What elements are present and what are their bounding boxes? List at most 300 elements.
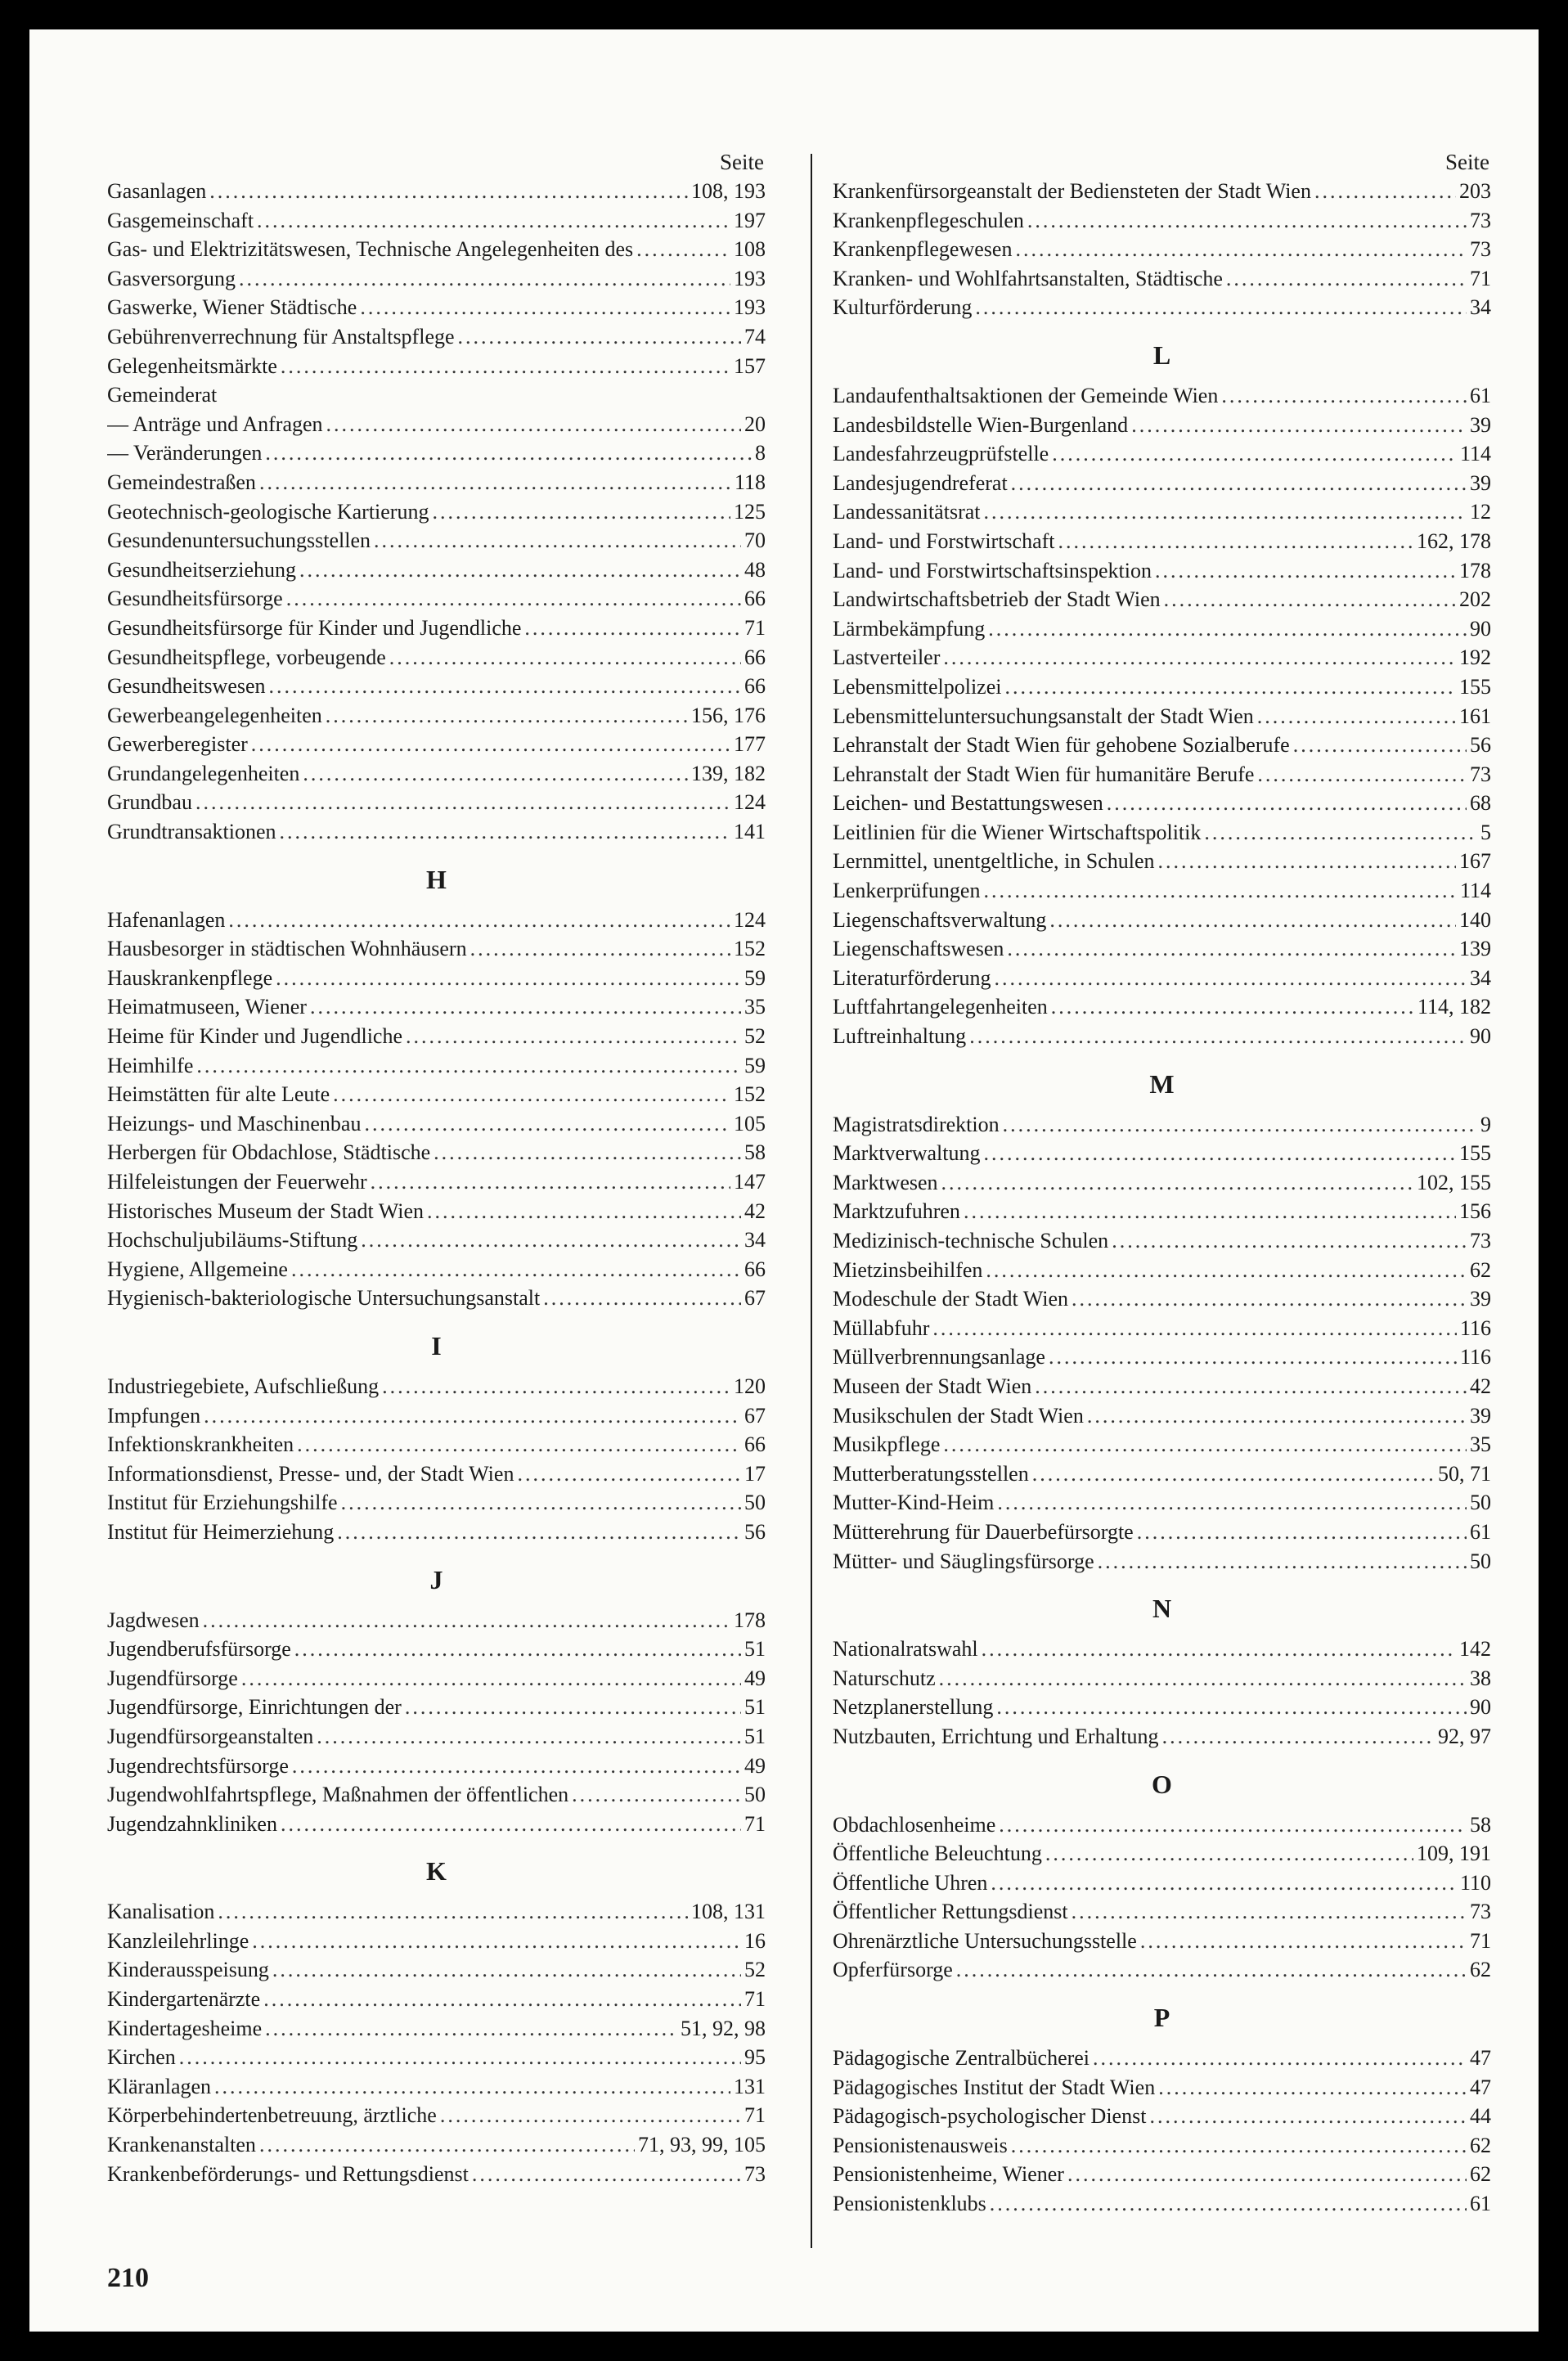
index-page-ref: 108, 131 — [691, 1900, 766, 1924]
index-page-ref: 49 — [744, 1753, 766, 1778]
index-entry — [107, 438, 766, 468]
index-term: Mutter-Kind-Heim — [833, 1491, 995, 1515]
index-entry — [833, 264, 1491, 294]
index-term: Hygiene, Allgemeine — [107, 1257, 288, 1281]
index-term: Museen der Stadt Wien — [833, 1374, 1032, 1398]
index-page-ref: 157 — [734, 353, 766, 378]
index-entry — [107, 701, 766, 731]
index-page-ref: 90 — [1470, 1695, 1491, 1720]
dot-leader — [218, 1897, 688, 1927]
index-page-ref: 66 — [744, 1257, 766, 1281]
dot-leader — [941, 1168, 1413, 1198]
index-entry — [107, 526, 766, 555]
dot-leader — [241, 1664, 741, 1693]
index-term: Körperbehindertenbetreuung, ärztliche — [107, 2103, 437, 2128]
dot-leader — [470, 934, 730, 964]
index-term: Lebensmitteluntersuchungsanstalt der Stadt Wien — [833, 704, 1254, 728]
section-letter: M — [1149, 1068, 1175, 1099]
dot-leader — [975, 293, 1467, 322]
index-entry — [107, 1022, 766, 1051]
dot-leader — [1027, 206, 1467, 236]
dot-leader — [1098, 1547, 1467, 1576]
index-term: Marktwesen — [833, 1170, 938, 1194]
column-header-seite: Seite — [1445, 150, 1489, 174]
index-entry — [107, 964, 766, 993]
index-page-ref: 70 — [744, 528, 766, 553]
dot-leader — [297, 1430, 741, 1459]
index-entry — [833, 964, 1491, 993]
index-term: Lenkerprüfungen — [833, 879, 981, 903]
dot-leader — [1140, 1927, 1467, 1956]
dot-leader — [434, 1138, 741, 1167]
index-page-ref: 62 — [1470, 1257, 1491, 1282]
dot-leader — [1112, 1226, 1467, 1256]
index-page-ref: 67 — [744, 1403, 766, 1428]
index-entry — [107, 2043, 766, 2072]
index-entry — [107, 1167, 766, 1197]
index-entry — [833, 760, 1491, 789]
dot-leader — [1005, 672, 1457, 702]
index-term: Luftreinhaltung — [833, 1024, 967, 1049]
dot-leader — [310, 992, 741, 1022]
index-page-ref: 62 — [1470, 2133, 1491, 2157]
dot-leader — [517, 1459, 741, 1489]
index-term: Nationalratswahl — [833, 1637, 978, 1662]
index-term: Pensionistenheime, Wiener — [833, 2162, 1064, 2187]
index-term: Heizungs- und Maschinenbau — [107, 1111, 362, 1136]
index-entry — [833, 1839, 1491, 1869]
index-term: Kanalisation — [107, 1900, 215, 1924]
index-page-ref: 193 — [734, 266, 766, 290]
index-page-ref: 51, 92, 98 — [681, 2016, 766, 2040]
index-entry — [107, 2160, 766, 2189]
index-term: Landwirtschaftsbetrieb der Stadt Wien — [833, 587, 1161, 612]
dot-leader — [252, 1927, 741, 1956]
index-entry — [833, 1664, 1491, 1693]
index-page-ref: 39 — [1470, 1403, 1491, 1428]
section-letter: O — [1152, 1769, 1172, 1799]
index-term: Krankenpflegewesen — [833, 237, 1013, 262]
dot-leader — [472, 2160, 741, 2189]
index-entry — [833, 847, 1491, 876]
index-page-ref: 42 — [1470, 1374, 1491, 1398]
index-term: Hygienisch-bakteriologische Untersuchungsanstalt — [107, 1286, 541, 1311]
index-page-ref: 71 — [744, 2103, 766, 2128]
index-term: Gasversorgung — [107, 266, 236, 290]
index-page-ref: 131 — [734, 2074, 766, 2098]
column-divider — [811, 154, 812, 2248]
index-entry — [833, 1810, 1491, 1840]
dot-leader — [1052, 439, 1457, 469]
index-page-ref: 35 — [744, 995, 766, 1019]
index-entry — [107, 672, 766, 701]
index-entry — [107, 206, 766, 236]
dot-leader — [292, 1752, 741, 1781]
dot-leader — [228, 906, 730, 935]
index-page-ref: 167 — [1459, 849, 1491, 874]
index-term: Kirchen — [107, 2045, 176, 2070]
index-entry — [833, 643, 1491, 672]
index-term: Herbergen für Obdachlose, Städtische — [107, 1140, 431, 1165]
index-page-ref: 50 — [1470, 1491, 1491, 1515]
index-term: Mütter- und Säuglingsfürsorge — [833, 1549, 1094, 1573]
index-page-ref: 66 — [744, 1432, 766, 1457]
index-term: Landesjugendreferat — [833, 470, 1008, 495]
index-page-ref: 58 — [744, 1140, 766, 1165]
index-entry — [833, 1955, 1491, 1985]
index-term: Literaturförderung — [833, 965, 991, 990]
index-entry — [833, 1459, 1491, 1489]
index-page-ref: 140 — [1459, 907, 1491, 932]
index-term: Pensionistenklubs — [833, 2192, 986, 2216]
index-page-ref: 16 — [744, 1928, 766, 1953]
dot-leader — [265, 438, 752, 468]
dot-leader — [988, 614, 1467, 644]
index-entry — [833, 293, 1491, 322]
index-term: Gewerbeangelegenheiten — [107, 703, 322, 727]
index-page-ref: 71, 93, 99, 105 — [638, 2133, 766, 2157]
dot-leader — [982, 1635, 1456, 1664]
index-term: Leichen- und Bestattungswesen — [833, 791, 1103, 816]
index-entry — [107, 1080, 766, 1109]
dot-leader — [1003, 1110, 1477, 1140]
index-page-ref: 73 — [1470, 1229, 1491, 1252]
index-term: Krankenpflegeschulen — [833, 208, 1024, 232]
section-letter: K — [426, 1856, 447, 1887]
index-entry — [833, 2044, 1491, 2073]
index-page-ref: 47 — [1470, 2075, 1491, 2099]
index-page-ref: 61 — [1470, 383, 1491, 407]
index-entry — [833, 2131, 1491, 2161]
column-header-seite: Seite — [720, 150, 764, 174]
index-entry — [107, 1459, 766, 1489]
index-entry — [107, 410, 766, 439]
index-entry — [833, 1022, 1491, 1051]
index-page-ref: 178 — [1459, 558, 1491, 582]
index-term: Müllabfuhr — [833, 1315, 930, 1340]
dot-leader — [984, 1139, 1456, 1168]
dot-leader — [1107, 789, 1467, 818]
index-page-ref: 5 — [1480, 820, 1491, 844]
dot-leader — [1072, 1897, 1467, 1927]
index-page-ref: 9 — [1480, 1112, 1491, 1136]
section-letter: P — [1153, 2003, 1170, 2033]
index-page-ref: 61 — [1470, 2192, 1491, 2216]
dot-leader — [280, 817, 730, 847]
index-page-ref: 71 — [744, 615, 766, 640]
index-page-ref: 52 — [744, 1958, 766, 1982]
index-entry — [107, 1635, 766, 1664]
index-entry — [107, 759, 766, 789]
dot-leader — [251, 730, 730, 759]
index-entry — [107, 1927, 766, 1956]
index-entry — [833, 614, 1491, 644]
dot-leader — [1131, 411, 1467, 440]
dot-leader — [1011, 469, 1467, 498]
index-page-ref: 178 — [734, 1608, 766, 1632]
index-page-ref: 71 — [1470, 1928, 1491, 1953]
index-entry — [833, 439, 1491, 469]
index-page-ref: 116 — [1459, 1345, 1491, 1369]
dot-leader — [939, 1664, 1467, 1693]
index-term: Gesundheitserziehung — [107, 557, 297, 582]
dot-leader — [932, 1314, 1457, 1343]
index-term: Luftfahrtangelegenheiten — [833, 995, 1048, 1019]
index-page-ref: 66 — [744, 587, 766, 611]
dot-leader — [299, 555, 741, 585]
index-page-ref: 139 — [1459, 937, 1491, 961]
index-page-ref: 105 — [734, 1111, 766, 1136]
dot-leader — [406, 1022, 741, 1051]
dot-leader — [524, 614, 741, 643]
dot-leader — [333, 1080, 730, 1109]
index-entry — [107, 1255, 766, 1284]
index-term: Lernmittel, unentgeltliche, in Schulen — [833, 849, 1155, 874]
index-term: Jugendzahnkliniken — [107, 1811, 277, 1836]
dot-leader — [272, 1955, 741, 1985]
index-term: Industriegebiete, Aufschließung — [107, 1374, 380, 1398]
index-entry — [833, 1226, 1491, 1256]
index-term: Landaufenthaltsaktionen der Gemeinde Wien — [833, 383, 1219, 407]
index-term: Gesundheitspflege, vorbeugende — [107, 645, 386, 669]
index-entry — [107, 264, 766, 294]
index-term: Lehranstalt der Stadt Wien für gehobene Sozialberufe — [833, 733, 1290, 758]
index-page-ref: 62 — [1470, 2162, 1491, 2187]
index-term: Ohrenärztliche Untersuchungsstelle — [833, 1928, 1137, 1953]
dot-leader — [263, 1985, 741, 2014]
index-page-ref: 90 — [1470, 1024, 1491, 1049]
index-entry — [107, 2101, 766, 2130]
index-term: Heimstätten für alte Leute — [107, 1082, 330, 1107]
dot-leader — [259, 468, 731, 497]
index-term: Historisches Museum der Stadt Wien — [107, 1198, 424, 1223]
index-entry — [833, 469, 1491, 498]
index-page-ref: 56 — [744, 1519, 766, 1544]
index-page-ref: 59 — [744, 1053, 766, 1077]
index-page-ref: 141 — [734, 820, 766, 844]
index-entry — [833, 235, 1491, 264]
index-entry — [833, 1635, 1491, 1664]
dot-leader — [341, 1488, 741, 1518]
index-page-ref: 197 — [734, 208, 766, 232]
index-entry — [833, 1430, 1491, 1459]
index-page-ref: 56 — [1470, 733, 1491, 758]
index-entry — [107, 1109, 766, 1139]
index-entry — [833, 702, 1491, 731]
dot-leader — [943, 1430, 1467, 1459]
index-term: Kulturförderung — [833, 295, 973, 320]
index-page-ref: 50, 71 — [1438, 1461, 1491, 1486]
index-page-ref: 202 — [1459, 587, 1491, 612]
index-column-right — [833, 147, 1491, 2219]
index-term: Impfungen — [107, 1403, 201, 1428]
index-term: Gasgemeinschaft — [107, 208, 254, 232]
index-page-ref: 73 — [1470, 208, 1491, 232]
index-term: Gas- und Elektrizitätswesen, Technische Angelegenheiten des — [107, 237, 634, 262]
index-page-ref: 58 — [1470, 1812, 1491, 1837]
index-page-ref: 59 — [744, 965, 766, 990]
dot-leader — [326, 410, 741, 439]
index-entry — [833, 1869, 1491, 1898]
index-entry — [833, 1518, 1491, 1547]
dot-leader — [1058, 527, 1413, 556]
index-entry — [107, 1955, 766, 1985]
dot-leader — [1093, 2044, 1467, 2073]
index-entry — [107, 1693, 766, 1722]
dot-leader — [1204, 818, 1477, 848]
index-entry — [833, 1342, 1491, 1372]
index-entry — [107, 1138, 766, 1167]
index-term: Nutzbauten, Errichtung und Erhaltung — [833, 1724, 1159, 1748]
index-entry — [833, 556, 1491, 586]
index-term: Leitlinien für die Wiener Wirtschaftspolitik — [833, 820, 1202, 844]
index-term: Obdachlosenheime — [833, 1812, 996, 1837]
dot-leader — [432, 497, 730, 527]
index-entry — [107, 293, 766, 322]
index-page-ref: 152 — [734, 1082, 766, 1107]
index-entry — [107, 1606, 766, 1635]
page-number: 210 — [107, 2263, 149, 2293]
dot-leader — [286, 584, 741, 614]
index-page-ref: 8 — [755, 441, 766, 465]
dot-leader — [1049, 1342, 1457, 1372]
index-entry — [833, 1197, 1491, 1226]
index-page-ref: 116 — [1459, 1315, 1491, 1340]
index-page-ref: 109, 191 — [1417, 1842, 1491, 1866]
index-page-ref: 114, 182 — [1417, 995, 1491, 1019]
index-term: Medizinisch-technische Schulen — [833, 1229, 1109, 1252]
dot-leader — [269, 672, 741, 701]
dot-leader — [360, 293, 730, 322]
index-page-ref: 162, 178 — [1417, 528, 1491, 553]
dot-leader — [1067, 2160, 1467, 2189]
dot-leader — [361, 1225, 741, 1255]
dot-leader — [179, 2043, 741, 2072]
index-term: — Veränderungen — [107, 441, 263, 465]
section-letter: L — [1152, 340, 1171, 370]
index-page-ref: 71 — [1470, 266, 1491, 290]
index-entry — [833, 497, 1491, 527]
index-term: Opferfürsorge — [833, 1958, 953, 1982]
index-page-ref: 61 — [1470, 1519, 1491, 1544]
index-entry — [833, 1256, 1491, 1285]
dot-leader — [999, 1810, 1467, 1840]
dot-leader — [1158, 847, 1456, 876]
dot-leader — [364, 1109, 730, 1139]
index-page-ref: 52 — [744, 1024, 766, 1049]
dot-leader — [1137, 1518, 1467, 1547]
index-entry — [833, 731, 1491, 760]
index-term: Informationsdienst, Presse- und, der Stadt Wien — [107, 1461, 514, 1486]
index-page-ref: 155 — [1459, 1141, 1491, 1166]
dot-leader — [1164, 585, 1456, 614]
index-term: Infektionskrankheiten — [107, 1432, 294, 1457]
index-term: Grundangelegenheiten — [107, 761, 300, 785]
index-term: Grundbau — [107, 790, 192, 815]
index-page-ref: 114 — [1459, 879, 1491, 903]
index-term: Gelegenheitsmärkte — [107, 353, 277, 378]
index-term: Land- und Forstwirtschaftsinspektion — [833, 558, 1152, 582]
index-term: Kläranlagen — [107, 2074, 212, 2098]
index-page-ref: 74 — [744, 324, 766, 349]
index-page-ref: 39 — [1470, 470, 1491, 495]
index-term: Gasanlagen — [107, 179, 207, 203]
index-entry — [833, 2160, 1491, 2189]
dot-leader — [1015, 235, 1467, 264]
index-entry — [833, 1168, 1491, 1198]
index-entry — [107, 584, 766, 614]
dot-leader — [1162, 1722, 1435, 1752]
index-entry — [833, 992, 1491, 1022]
dot-leader — [195, 788, 730, 817]
index-entry — [833, 1547, 1491, 1576]
index-page — [29, 29, 1539, 2332]
index-term: Jugendwohlfahrtspflege, Maßnahmen der öffentlichen — [107, 1783, 569, 1807]
index-term: Liegenschaftswesen — [833, 937, 1004, 961]
index-term: Liegenschaftsverwaltung — [833, 907, 1047, 932]
index-page-ref: 66 — [744, 674, 766, 699]
index-entry — [107, 1372, 766, 1401]
dot-leader — [276, 964, 741, 993]
index-page-ref: 102, 155 — [1417, 1170, 1491, 1194]
dot-leader — [374, 526, 741, 555]
index-term: Mietzinsbeihilfen — [833, 1257, 983, 1282]
dot-leader — [1155, 556, 1456, 586]
index-term: Pädagogisch-psychologischer Dienst — [833, 2104, 1147, 2129]
index-term: Netzplanerstellung — [833, 1695, 994, 1720]
dot-leader — [1314, 177, 1456, 206]
dot-leader — [209, 177, 688, 206]
index-entry — [833, 2189, 1491, 2219]
index-term: Grundtransaktionen — [107, 820, 276, 844]
section-letter: J — [429, 1564, 443, 1594]
section-letter: H — [426, 864, 447, 894]
index-entry — [107, 906, 766, 935]
index-page-ref: 47 — [1470, 2046, 1491, 2071]
index-page-ref: 48 — [744, 557, 766, 582]
dot-leader — [458, 322, 741, 352]
index-page-ref: 51 — [744, 1637, 766, 1662]
dot-leader — [964, 1197, 1456, 1226]
dot-leader — [326, 701, 688, 731]
dot-leader — [990, 2189, 1467, 2219]
index-term: Gesundheitsfürsorge für Kinder und Jugendliche — [107, 615, 522, 640]
index-page-ref: 66 — [744, 645, 766, 669]
dot-leader — [196, 1051, 741, 1081]
index-entry — [833, 1897, 1491, 1927]
dot-leader — [281, 352, 730, 381]
index-entry — [107, 177, 766, 206]
index-term: Landesfahrzeugprüfstelle — [833, 442, 1049, 466]
index-term: Hilfeleistungen der Feuerwehr — [107, 1170, 367, 1194]
dot-leader — [1158, 2073, 1467, 2102]
dot-leader — [371, 1167, 730, 1197]
index-entry — [107, 934, 766, 964]
index-page-ref: 71 — [744, 1811, 766, 1836]
index-term: Landessanitätsrat — [833, 500, 981, 524]
index-entry — [107, 1985, 766, 2014]
dot-leader — [1051, 992, 1414, 1022]
index-page-ref: 203 — [1459, 179, 1491, 203]
dot-leader — [1221, 381, 1467, 411]
index-entry — [107, 1518, 766, 1547]
index-page-ref: 42 — [744, 1198, 766, 1223]
index-page-ref: 147 — [734, 1170, 766, 1194]
index-term: Marktverwaltung — [833, 1141, 981, 1166]
index-entry — [833, 1488, 1491, 1518]
index-term: Landesbildstelle Wien-Burgenland — [833, 412, 1129, 437]
index-entry — [833, 672, 1491, 702]
